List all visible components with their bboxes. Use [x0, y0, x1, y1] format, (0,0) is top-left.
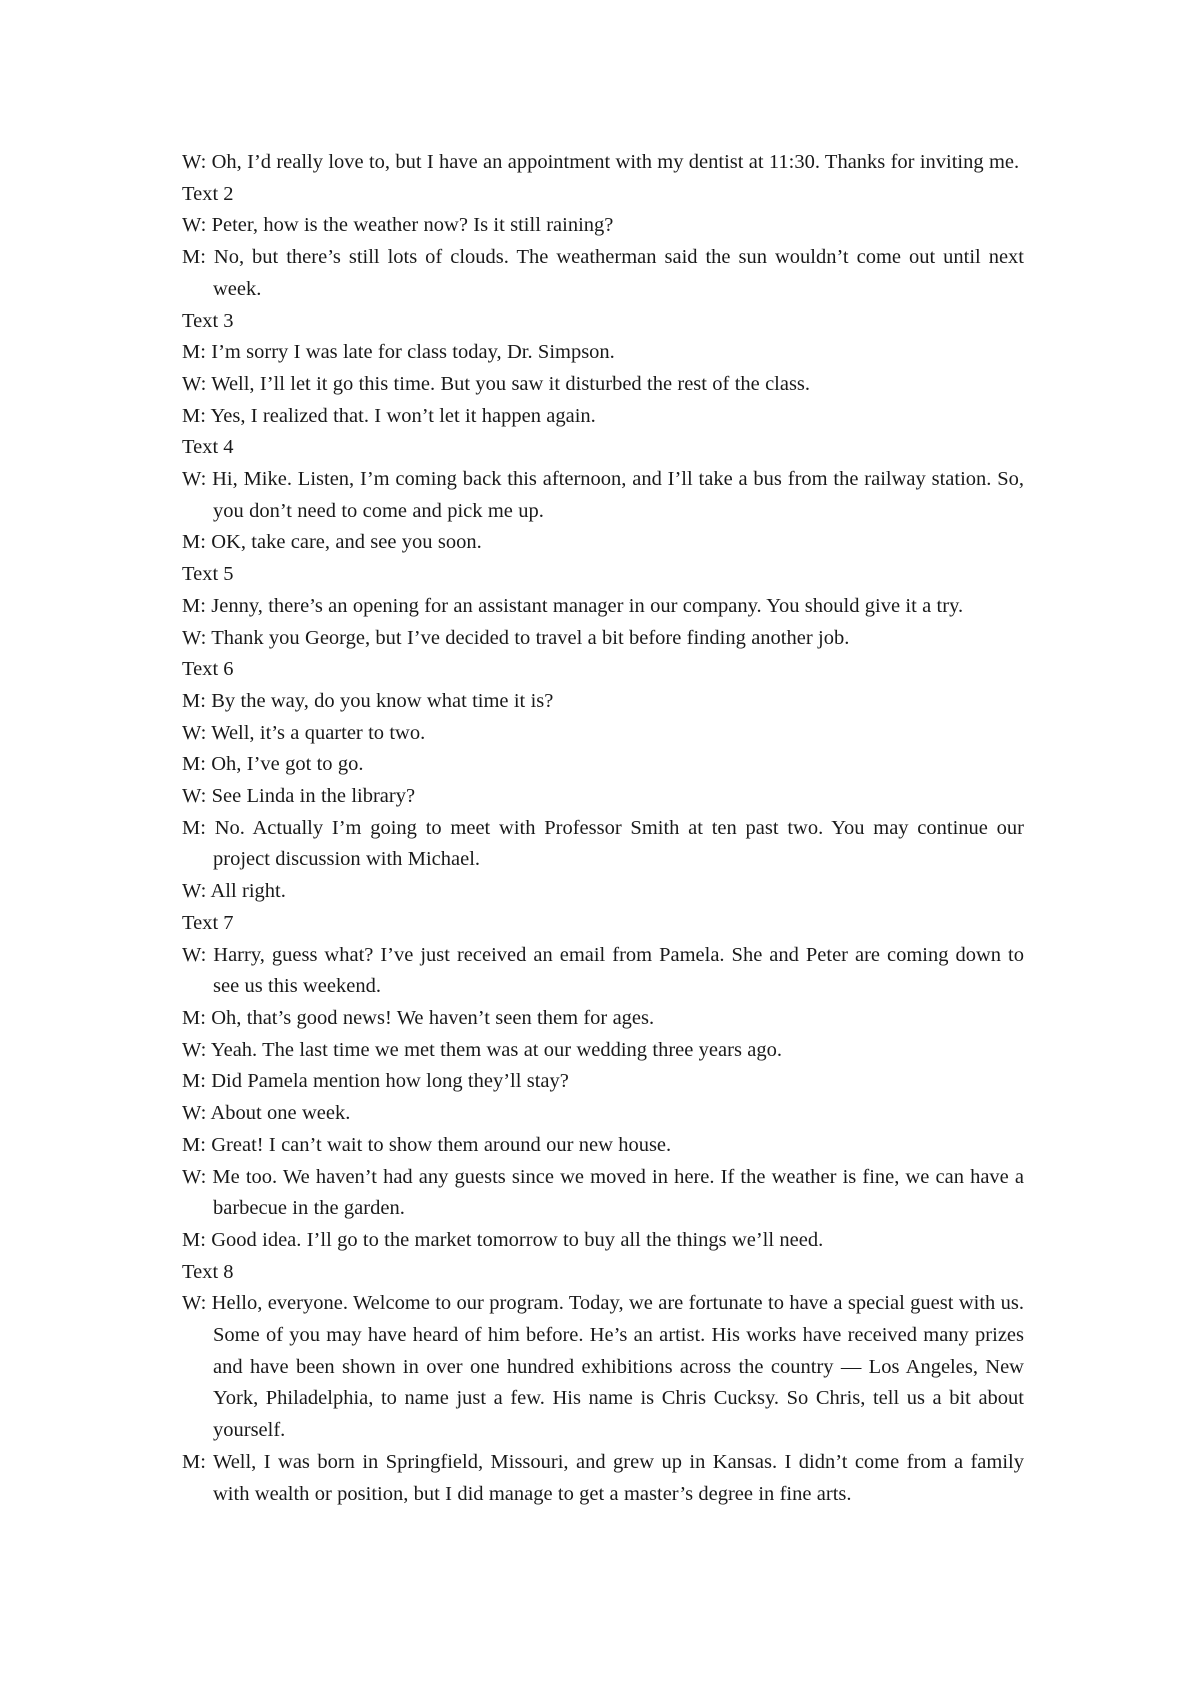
dialogue-line: W: Me too. We haven’t had any guests since we moved in here. If the weather is fine, we can have a barbecue in the garden.	[182, 1165, 1024, 1220]
dialogue-line: M: Well, I was born in Springfield, Missouri, and grew up in Kansas. I didn’t come from a family with wealth or position, but I did manage to get a master’s degree in fine arts.	[182, 1450, 1024, 1505]
dialogue-line: W: Yeah. The last time we met them was at our wedding three years ago.	[182, 1038, 782, 1061]
dialogue-line: W: Oh, I’d really love to, but I have an appointment with my dentist at 11:30. Thanks for inviting me.	[182, 151, 1020, 173]
dialogue-line: W: Hello, everyone. Welcome to our program. Today, we are fortunate to have a special guest with us. Some of you may have heard of him before. He’s an artist. His works have received many prizes and have been shown in over one hundred exhibitions across the country — Los Angeles, New York, Philadelphia, to name just a few. His name is Chris Cucksy. So Chris, tell us a bit about yourself.	[182, 1292, 1024, 1442]
dialogue-line: M: Oh, I’ve got to go.	[182, 753, 364, 776]
dialogue-line: W: All right.	[182, 880, 286, 903]
transcript-page	[182, 147, 1024, 1510]
section-heading: Text 2	[182, 182, 234, 205]
section-heading: Text 4	[182, 436, 234, 459]
dialogue-line: M: No, but there’s still lots of clouds. The weatherman said the sun wouldn’t come out until next week.	[182, 246, 1024, 300]
dialogue-line: W: About one week.	[182, 1102, 351, 1125]
dialogue-line: W: See Linda in the library?	[182, 785, 416, 808]
dialogue-line: W: Thank you George, but I’ve decided to travel a bit before finding another job.	[182, 626, 850, 649]
dialogue-line: W: Well, I’ll let it go this time. But you saw it disturbed the rest of the class.	[182, 372, 811, 395]
dialogue-line: M: I’m sorry I was late for class today, Dr. Simpson.	[182, 341, 615, 364]
dialogue-line: W: Harry, guess what? I’ve just received an email from Pamela. She and Peter are coming down to see us this weekend.	[182, 943, 1024, 998]
section-heading: Text 5	[182, 563, 234, 586]
dialogue-line: M: Yes, I realized that. I won’t let it happen again.	[182, 404, 596, 427]
dialogue-line: M: By the way, do you know what time it is?	[182, 689, 554, 712]
section-heading: Text 7	[182, 911, 234, 934]
section-heading: Text 3	[182, 309, 234, 332]
dialogue-line: W: Hi, Mike. Listen, I’m coming back this afternoon, and I’ll take a bus from the railway station. So, you don’t need to come and pick me up.	[182, 468, 1024, 522]
dialogue-line: M: Jenny, there’s an opening for an assistant manager in our company. You should give it a try.	[182, 594, 964, 617]
dialogue-line: M: Did Pamela mention how long they’ll stay?	[182, 1070, 569, 1093]
section-heading: Text 6	[182, 658, 234, 681]
section-heading: Text 8	[182, 1260, 234, 1283]
dialogue-line: M: No. Actually I’m going to meet with Professor Smith at ten past two. You may continue our project discussion with Michael.	[182, 816, 1024, 871]
dialogue-line: M: Great! I can’t wait to show them around our new house.	[182, 1133, 672, 1156]
dialogue-line: M: OK, take care, and see you soon.	[182, 531, 482, 554]
dialogue-line: M: Good idea. I’ll go to the market tomorrow to buy all the things we’ll need.	[182, 1228, 824, 1251]
dialogue-line: W: Peter, how is the weather now? Is it still raining?	[182, 214, 614, 237]
dialogue-line: W: Well, it’s a quarter to two.	[182, 721, 426, 744]
dialogue-line: M: Oh, that’s good news! We haven’t seen them for ages.	[182, 1006, 655, 1029]
